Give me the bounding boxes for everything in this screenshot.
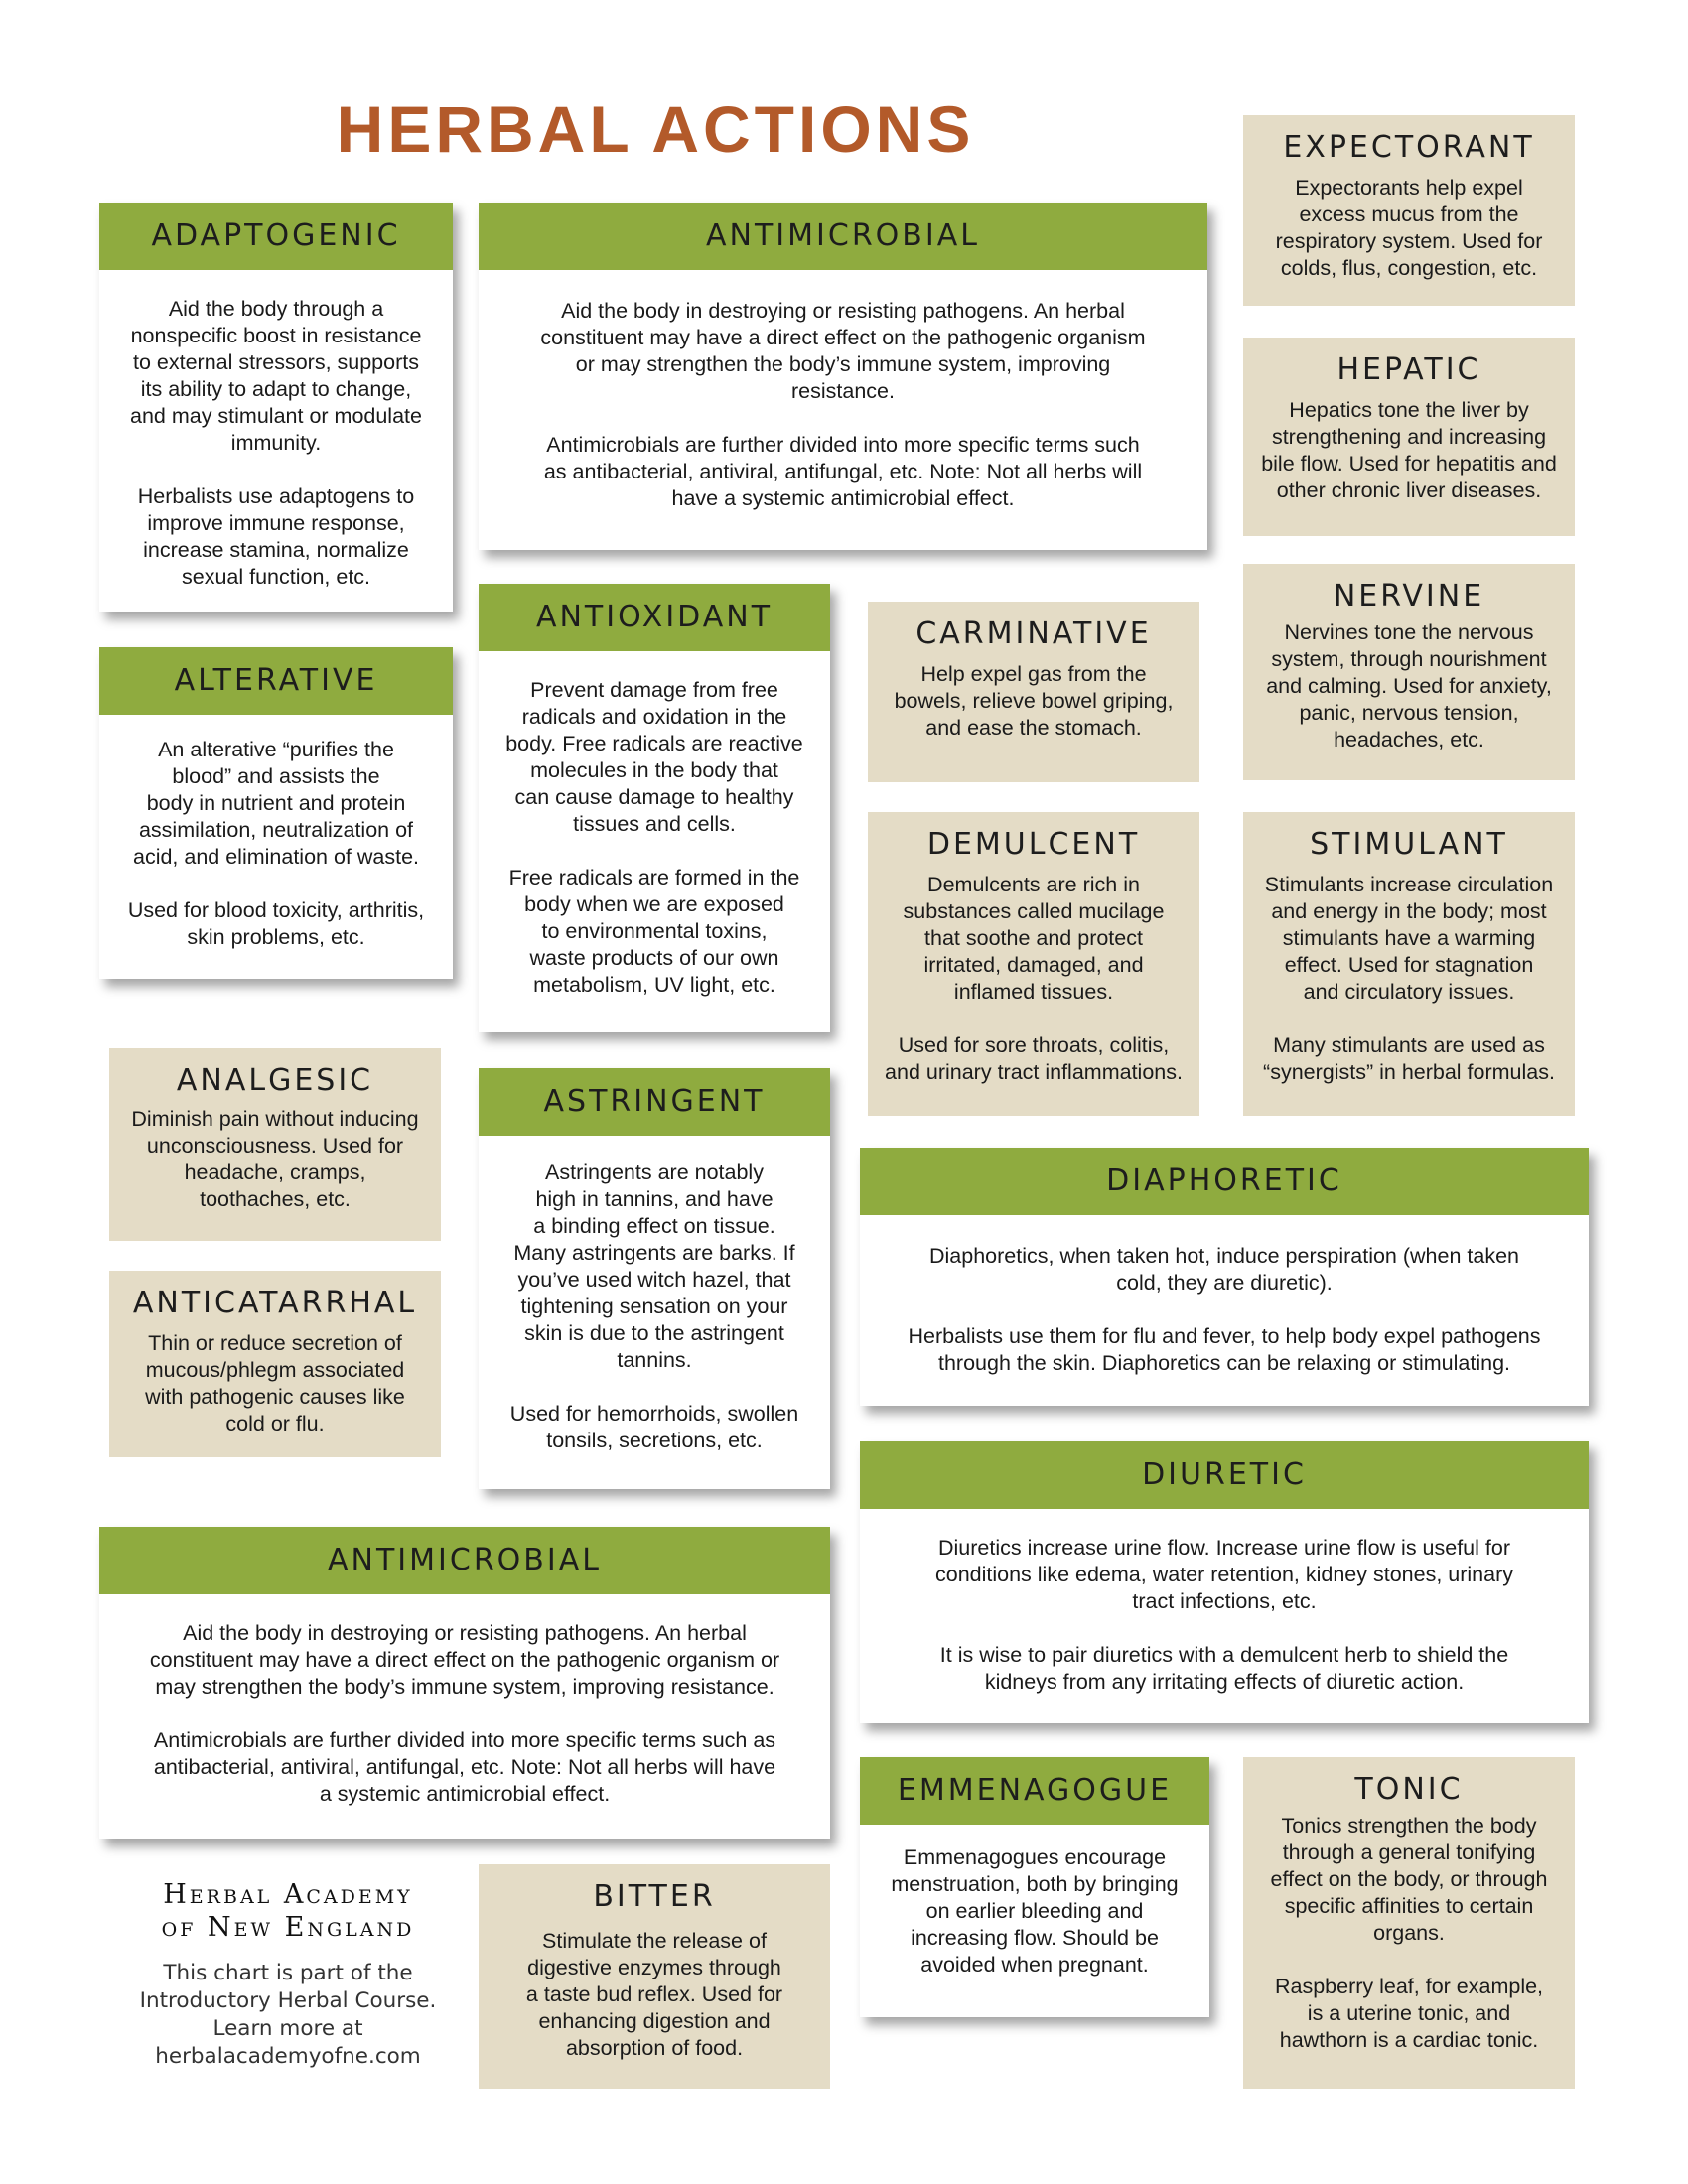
card-heading: HEPATIC (1336, 352, 1481, 387)
card-adaptogenic (99, 203, 453, 612)
card-expectorant (1243, 115, 1575, 306)
card-heading: BITTER (593, 1879, 716, 1914)
card-text: Expectorants help expel excess mucus from the respiratory system. Used for colds, flus, congestion, etc. (1275, 176, 1543, 280)
card-heading: ALTERATIVE (99, 647, 453, 715)
card-diuretic (860, 1441, 1589, 1723)
card-heading: STIMULANT (1310, 827, 1508, 862)
card-emmenagogue (860, 1757, 1209, 2017)
card-carminative (868, 602, 1199, 782)
organization-name-line1: Herbal Academy (163, 1879, 413, 1910)
card-heading: EMMENAGOGUE (860, 1757, 1209, 1825)
card-text: Aid the body through a nonspecific boost in resistance to external stressors, supports its ability to adapt to change, and may stimulant or modulate immunity. Herbalists use adaptogens to improve immune response, increase stamina, normalize sexual function, etc. (130, 297, 422, 589)
card-text: Emmenagogues encourage menstruation, both by bringing on earlier bleeding and increasing flow. Should be avoided when pregnant. (891, 1845, 1179, 1977)
card-heading: DIAPHORETIC (860, 1148, 1589, 1215)
card-nervine (1243, 564, 1575, 780)
card-heading: ANTIMICROBIAL (99, 1527, 830, 1594)
card-heading: ANTIMICROBIAL (479, 203, 1207, 270)
card-text: Diaphoretics, when taken hot, induce perspiration (when taken cold, they are diuretic). Herbalists use them for flu and fever, to help body expel pathogens through the skin. Diaphoretics can be relaxing or stimulating. (908, 1244, 1541, 1375)
card-text: Help expel gas from the bowels, relieve bowel griping, and ease the stomach. (894, 662, 1174, 740)
organization-name (99, 1878, 477, 1944)
card-stimulant (1243, 812, 1575, 1116)
card-demulcent (868, 812, 1199, 1116)
card-text: Stimulate the release of digestive enzymes through a taste bud reflex. Used for enhancing digestion and absorption of food. (525, 1929, 783, 2060)
card-text: Thin or reduce secretion of mucous/phlegm associated with pathogenic causes like cold or flu. (145, 1331, 405, 1435)
card-diaphoretic (860, 1148, 1589, 1406)
card-text: Diuretics increase urine flow. Increase urine flow is useful for conditions like edema, water retention, kidney stones, urinary tract infections, etc. It is wise to pair diuretics with a demulcent herb to shield the kidneys from any irritating effects of diuretic action. (934, 1536, 1513, 1694)
card-text: Demulcents are rich in substances called mucilage that soothe and protect irritated, damaged, and inflamed tissues. Used for sore throats, colitis, and urinary tract inflammations. (885, 873, 1183, 1084)
card-heading: EXPECTORANT (1283, 130, 1535, 165)
card-heading: ASTRINGENT (479, 1068, 830, 1136)
card-anticatarrhal (109, 1271, 441, 1457)
card-text: Astringents are notably high in tannins, and have a binding effect on tissue. Many astringents are barks. If you’ve used witch hazel, that tightening sensation on your skin is due to the astringent tannins. Used for hemorrhoids, swollen tonsils, secretions, etc. (509, 1160, 799, 1452)
card-heading: ANALGESIC (176, 1063, 374, 1098)
card-antimicrobial-top (479, 203, 1207, 550)
card-text: Stimulants increase circulation and energy in the body; most stimulants have a warming effect. Used for stagnation and circulatory issues. Many stimulants are used as “synergists” in herbal formulas. (1263, 873, 1555, 1084)
card-heading: TONIC (1354, 1772, 1464, 1807)
card-text: Hepatics tone the liver by strengthening and increasing bile flow. Used for hepatitis and other chronic liver diseases. (1261, 398, 1557, 502)
card-text: Diminish pain without inducing unconsciousness. Used for headache, cramps, toothaches, etc. (131, 1107, 419, 1211)
card-heading: CARMINATIVE (915, 616, 1152, 651)
card-heading: DEMULCENT (926, 827, 1141, 862)
card-hepatic (1243, 338, 1575, 536)
card-text: Aid the body in destroying or resisting pathogens. An herbal constituent may have a direct effect on the pathogenic organism or may strengthen the body’s immune system, improving resistance. Antimicrobials are further divided into more specific terms such as antibacterial, antiviral, antifungal, etc. Note: Not all herbs will have a systemic antimicrobial effect. (149, 1621, 780, 1806)
card-antimicrobial-bottom (99, 1527, 830, 1839)
card-text: Aid the body in destroying or resisting pathogens. An herbal constituent may have a direct effect on the pathogenic organism or may strengthen the body’s immune system, improving resistance. Antimicrobials are further divided into more specific terms such as antibacterial, antiviral, antifungal, etc. Note: Not all herbs will have a systemic antimicrobial effect. (540, 299, 1146, 510)
page-title: HERBAL ACTIONS (336, 92, 975, 166)
card-astringent (479, 1068, 830, 1489)
card-antioxidant (479, 584, 830, 1032)
course-note: This chart is part of the Introductory Herbal Course. Learn more at herbalacademyofne.com (139, 1961, 437, 2069)
card-heading: ANTICATARRHAL (132, 1286, 418, 1320)
card-tonic (1243, 1757, 1575, 2089)
card-heading: ADAPTOGENIC (99, 203, 453, 270)
card-bitter (479, 1864, 830, 2089)
organization-name-line2: of New England (161, 1912, 415, 1943)
card-text: Prevent damage from free radicals and oxidation in the body. Free radicals are reactive molecules in the body that can cause damage to healthy tissues and cells. Free radicals are formed in the body when we are exposed to environmental toxins, waste products of our own metabolism, UV light, etc. (505, 678, 803, 997)
card-heading: DIURETIC (860, 1441, 1589, 1509)
card-heading: ANTIOXIDANT (479, 584, 830, 651)
card-text: Tonics strengthen the body through a general tonifying effect on the body, or through specific affinities to certain organs. Raspberry leaf, for example, is a uterine tonic, and hawthorn is a cardiac tonic. (1270, 1814, 1548, 2052)
card-text: An alterative “purifies the blood” and assists the body in nutrient and protein assimilation, neutralization of acid, and elimination of waste. Used for blood toxicity, arthritis, skin problems, etc. (127, 738, 425, 949)
card-alterative (99, 647, 453, 979)
card-heading: NERVINE (1333, 579, 1485, 614)
card-text: Nervines tone the nervous system, through nourishment and calming. Used for anxiety, panic, nervous tension, headaches, etc. (1266, 620, 1552, 751)
card-analgesic (109, 1048, 441, 1241)
